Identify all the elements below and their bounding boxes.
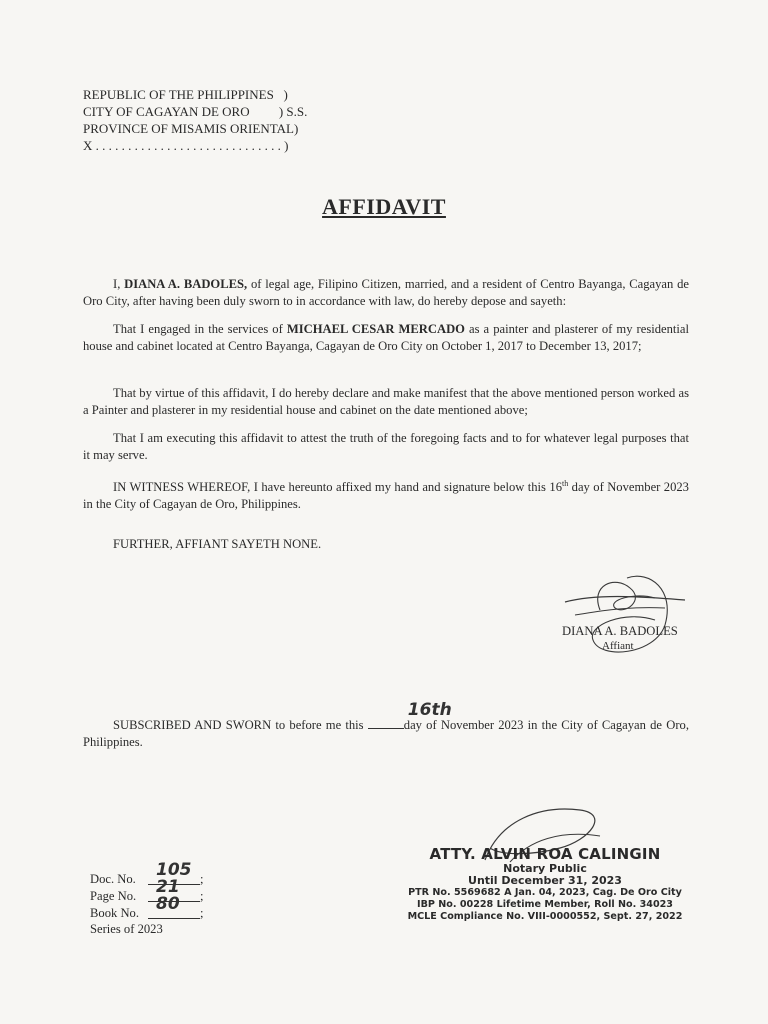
affiant-signature [555, 570, 705, 670]
page-no-value: 21 [156, 877, 180, 897]
para1-prefix: That I engaged in the services of [113, 322, 287, 336]
witness-sup: th [562, 479, 569, 488]
venue-line-2: CITY OF CAGAYAN DE ORO ) S.S. [83, 104, 308, 119]
venue-block [83, 86, 307, 154]
affiant-role: Affiant [602, 640, 634, 652]
handwritten-day: 16th [407, 700, 452, 720]
doc-no-row: Doc. No. 105 ; [90, 860, 204, 886]
notary-ptr: PTR No. 5569682 A Jan. 04, 2023, Cag. De Oro City [408, 887, 682, 898]
document-title: AFFIDAVIT [322, 194, 446, 219]
notary-block [400, 845, 690, 923]
subscribed-prefix: SUBSCRIBED AND SWORN to before me this [113, 718, 368, 732]
affiant-name: DIANA A. BADOLES [562, 624, 678, 638]
engagement-paragraph [83, 321, 689, 355]
doc-number-block [90, 860, 204, 937]
worker-name-inline: MICHAEL CESAR MERCADO [286, 322, 465, 336]
para1-suffix: as a painter and plasterer of my residential house and cabinet located at Centro Bayanga, Cagayan de Oro City on October 1, 2017 to December 13, 2017; [83, 322, 689, 353]
subscribed-paragraph [83, 700, 689, 751]
subscribed-suffix: day of November 2023 in the City of Cagayan de Oro, Philippines. [83, 718, 689, 749]
page-no-row: Page No. 21 ; [90, 877, 204, 903]
witness-prefix: IN WITNESS WHEREOF, I have hereunto affixed my hand and signature below this 16 [113, 480, 562, 495]
intro-prefix: I, [113, 277, 125, 291]
venue-line-4: X . . . . . . . . . . . . . . . . . . . . . . . . . . . . . ) [83, 138, 289, 153]
witness-paragraph [83, 475, 689, 513]
book-no-value: 80 [156, 894, 180, 914]
book-no-blank [148, 894, 200, 919]
declaration-paragraph: That by virtue of this affidavit, I do hereby declare and make manifest that the above mentioned person worked as a Painter and plasterer in my residential house and cabinet on the date mentioned above; [83, 386, 689, 417]
doc-no-value: 105 [156, 860, 192, 880]
book-no-row: Book No. 80 ; [90, 894, 204, 920]
doc-no-label: Doc. No. [90, 872, 136, 886]
notary-title: Notary Public [503, 862, 587, 875]
venue-line-1: REPUBLIC OF THE PHILIPPINES ) [83, 87, 288, 102]
notary-mcle: MCLE Compliance No. VIII-0000552, Sept. 27, 2022 [407, 911, 683, 922]
notary-ibp: IBP No. 00228 Lifetime Member, Roll No. 34023 [417, 899, 673, 910]
witness-suffix: day of November 2023 in the City of Cagayan de Oro, Philippines. [83, 480, 689, 512]
further-statement: FURTHER, AFFIANT SAYETH NONE. [113, 537, 322, 551]
notary-name: ATTY. ALVIN ROA CALINGIN [429, 845, 661, 863]
affiant-name-inline: DIANA A. BADOLES, [124, 277, 248, 291]
purpose-paragraph: That I am executing this affidavit to attest the truth of the foregoing facts and to for whatever legal purposes that it may serve. [83, 431, 689, 462]
page-no-label: Page No. [90, 889, 137, 903]
venue-line-3: PROVINCE OF MISAMIS ORIENTAL) [83, 121, 299, 136]
book-no-label: Book No. [90, 906, 139, 920]
intro-paragraph [83, 276, 689, 310]
notary-commission: Until December 31, 2023 [468, 874, 622, 887]
day-blank [368, 700, 452, 729]
intro-suffix: of legal age, Filipino Citizen, married, and a resident of Centro Bayanga, Cagayan de Oro City, after having been duly sworn to in accordance with law, do hereby depose and sayeth: [83, 277, 689, 308]
series-row: Series of 2023 [90, 922, 163, 936]
